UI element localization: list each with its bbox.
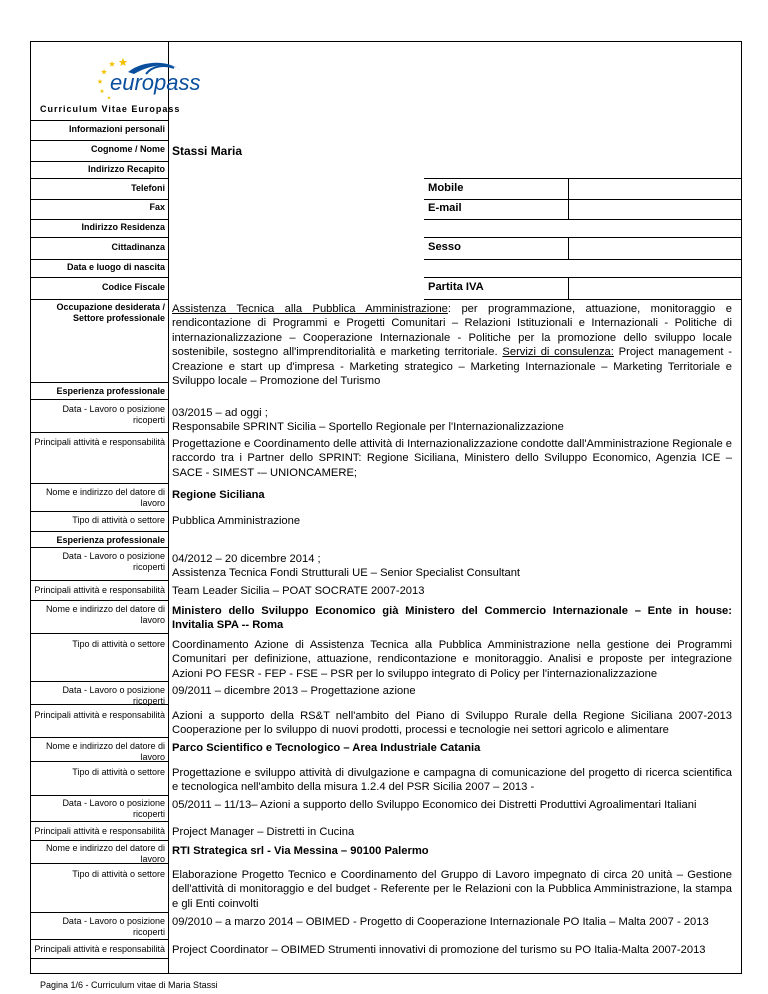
sex-label: Sesso	[428, 241, 461, 253]
row-divider	[30, 237, 168, 238]
row-divider	[30, 795, 168, 796]
phone-label: Telefoni	[131, 183, 165, 193]
row-divider	[424, 259, 742, 260]
row-divider	[30, 912, 168, 913]
row-divider	[30, 737, 168, 738]
sector-label: Tipo di attività o settore	[72, 869, 165, 879]
sector-label: Tipo di attività o settore	[72, 639, 165, 649]
exp1-activities: Progettazione e Coordinamento delle attività di Internazionalizzazione condotte dall'Amministrazione Regionale e raccordo tra i Partner dello SPRINT: Regione Siciliana, Ministero dello Sviluppo Economico, Agenzia ICE – SACE - SIMEST -– UNIONCAMERE;	[172, 438, 732, 479]
birth-label: Data e luogo di nascita	[66, 262, 165, 272]
row-divider	[30, 178, 168, 179]
row-divider	[424, 277, 742, 278]
row-divider	[30, 939, 168, 940]
exp4-date-role: 05/2011 – 11/13– Azioni a supporto dello Sviluppo Economico dei Distretti Produttivi Agroalimentari Italiani	[172, 799, 697, 811]
date-role-label: Data - Lavoro o posizione ricoperti	[62, 798, 165, 819]
activities-label: Principali attività e responsabilità	[34, 710, 165, 720]
exp3-date-role: 09/2011 – dicembre 2013 – Progettazione azione	[172, 685, 416, 697]
name-label: Cognome / Nome	[90, 144, 165, 154]
row-divider	[30, 547, 168, 548]
row-divider	[30, 531, 168, 532]
cell-divider	[568, 237, 569, 259]
row-divider	[424, 178, 742, 179]
row-divider	[30, 958, 168, 959]
mobile-label: Mobile	[428, 182, 464, 194]
employer-label: Nome e indirizzo del datore di lavoro	[45, 604, 165, 625]
exp3-sector: Progettazione e sviluppo attività di divulgazione e campagna di comunicazione del progetto di ricerca scientifica e tecnologica nell'ambito della misura 1.2.4 del PSR Sicilia 2007 – 2013 -	[172, 767, 732, 794]
exp5-date-role: 09/2010 – a marzo 2014 – OBIMED - Progetto di Cooperazione Internazionale PO Italia – Malta 2007 - 2013	[172, 916, 709, 928]
residence-label: Indirizzo Residenza	[81, 222, 165, 232]
row-divider	[30, 840, 168, 841]
row-divider	[30, 580, 168, 581]
cell-divider	[568, 199, 569, 219]
exp2-sector: Coordinamento Azione di Assistenza Tecnica alla Pubblica Amministrazione nella gestione dei Programmi Comunitari per definizione, attuazione, rendicontazione e monitoraggio. Analisi e proposte per integrazione Azioni PO FESR - FEP - FSE – PSR per lo sviluppo integrato di Policy per l'internazionalizzazione	[172, 639, 732, 680]
activities-label: Principali attività e responsabilità	[34, 585, 165, 595]
exp1-employer: Regione Siciliana	[172, 489, 265, 501]
tax-code-label: Codice Fiscale	[101, 282, 165, 292]
row-divider	[424, 299, 742, 300]
date-role-label: Data - Lavoro o posizione ricoperti	[62, 685, 165, 706]
occupation-text-2: Project management - Creazione e start up d'impresa - Marketing strategico – Marketing Internazionale – Marketing Territoriale e Sviluppo locale – Promozione del Turismo	[172, 346, 732, 388]
sector-label: Tipo di attività o settore	[72, 767, 165, 777]
date-role-label: Data - Lavoro o posizione ricoperti	[62, 404, 165, 425]
row-divider	[30, 161, 168, 162]
exp4-sector: Elaborazione Progetto Tecnico e Coordinamento del Gruppo di Lavoro impegnato di circa 20 unità – Gestione dell'attività di monitoraggio e del budget - Referente per le Relazioni con la Pubblica Amministrazione, la stampa e gli Enti coinvolti	[172, 869, 732, 910]
fax-label: Fax	[149, 202, 165, 212]
exp1-sector: Pubblica Amministrazione	[172, 515, 301, 527]
row-divider	[30, 821, 168, 822]
exp3-employer: Parco Scientifico e Tecnologico – Area Industriale Catania	[172, 742, 481, 754]
exp4-employer: RTI Strategica srl - Via Messina – 90100 Palermo	[172, 845, 429, 857]
exp2-activities: Team Leader Sicilia – POAT SOCRATE 2007-2013	[172, 585, 425, 597]
row-divider	[30, 120, 168, 121]
exp2-employer: Ministero dello Sviluppo Economico già Ministero del Commercio Internazionale – Ente in house: Invitalia SPA -- Roma	[172, 605, 732, 632]
vat-label: Partita IVA	[428, 281, 484, 293]
row-divider	[30, 277, 168, 278]
occupation-text-1: : per programmazione, attuazione, monitoraggio e rendicontazione di Programmi e Progetti Comunitari – Relazioni Istituzionali e Internazionali - Politiche di internazionalizzazione – Cooperazione Internazionale - Politiche per la promozione dello sviluppo locale sostenibile, sostegno all'imprenditorialità e marketing territoriale.	[172, 303, 732, 359]
row-divider	[30, 483, 168, 484]
name-value: Stassi Maria	[172, 144, 243, 158]
employer-label: Nome e indirizzo del datore di lavoro	[45, 843, 165, 864]
exp5-activities: Project Coordinator – OBIMED Strumenti innovativi di promozione del turismo su PO Italia-Malta 2007-2013	[172, 944, 706, 956]
sector-label: Tipo di attività o settore	[72, 515, 165, 525]
experience-section-1: Esperienza professionale	[56, 386, 165, 396]
exp2-date-role: 04/2012 – 20 dicembre 2014 ; Assistenza Tecnica Fondi Strutturali UE – Senior Specialist Consultant	[172, 553, 521, 580]
employer-label: Nome e indirizzo del datore di lavoro	[45, 741, 165, 762]
activities-label: Principali attività e responsabilità	[34, 944, 165, 954]
row-divider	[30, 199, 168, 200]
row-divider	[30, 399, 168, 400]
row-divider	[30, 432, 168, 433]
row-divider	[424, 237, 742, 238]
row-divider	[30, 140, 168, 141]
europass-logo	[88, 52, 228, 102]
row-divider	[30, 382, 168, 383]
exp3-activities: Azioni a supporto della RS&T nell'ambito del Piano di Sviluppo Rurale della Regione Siciliana 2007-2013 Cooperazione per lo sviluppo di nuovi prodotti, processi e tecnologie nei settori agricolo e alimentare	[172, 710, 732, 737]
employer-label: Nome e indirizzo del datore di lavoro	[45, 487, 165, 508]
cell-divider	[568, 277, 569, 299]
activities-label: Principali attività e responsabilità	[34, 437, 165, 447]
row-divider	[424, 199, 742, 200]
cv-title: Curriculum Vitae Europass	[40, 104, 181, 114]
row-divider	[30, 633, 168, 634]
exp1-date-role: 03/2015 – ad oggi ; Responsabile SPRINT Sicilia – Sportello Regionale per l'Internazionalizzazione	[172, 407, 564, 434]
column-divider	[168, 41, 169, 974]
occupation-lead-1: Assistenza Tecnica alla Pubblica Amministrazione	[172, 303, 448, 315]
row-divider	[30, 681, 168, 682]
row-divider	[30, 299, 168, 300]
experience-section-2: Esperienza professionale	[56, 535, 165, 545]
row-divider	[30, 219, 168, 220]
row-divider	[30, 259, 168, 260]
page-footer: Pagina 1/6 - Curriculum vitae di Maria Stassi	[40, 980, 218, 990]
row-divider	[30, 600, 168, 601]
date-role-label: Data - Lavoro o posizione ricoperti	[62, 916, 165, 937]
section-personal-info: Informazioni personali	[68, 124, 165, 134]
cell-divider	[568, 178, 569, 199]
activities-label: Principali attività e responsabilità	[34, 826, 165, 836]
citizenship-label: Cittadinanza	[111, 242, 165, 252]
row-divider	[424, 219, 742, 220]
occupation-value	[172, 302, 732, 388]
address-label: Indirizzo Recapito	[87, 164, 165, 174]
email-label: E-mail	[428, 202, 462, 214]
row-divider	[30, 511, 168, 512]
logo-text: europass	[110, 70, 201, 95]
occupation-lead-2: Servizi di consulenza:	[502, 346, 614, 359]
date-role-label: Data - Lavoro o posizione ricoperti	[62, 551, 165, 572]
exp4-activities: Project Manager – Distretti in Cucina	[172, 826, 355, 838]
occupation-label: Occupazione desiderata / Settore professionale	[56, 302, 165, 323]
